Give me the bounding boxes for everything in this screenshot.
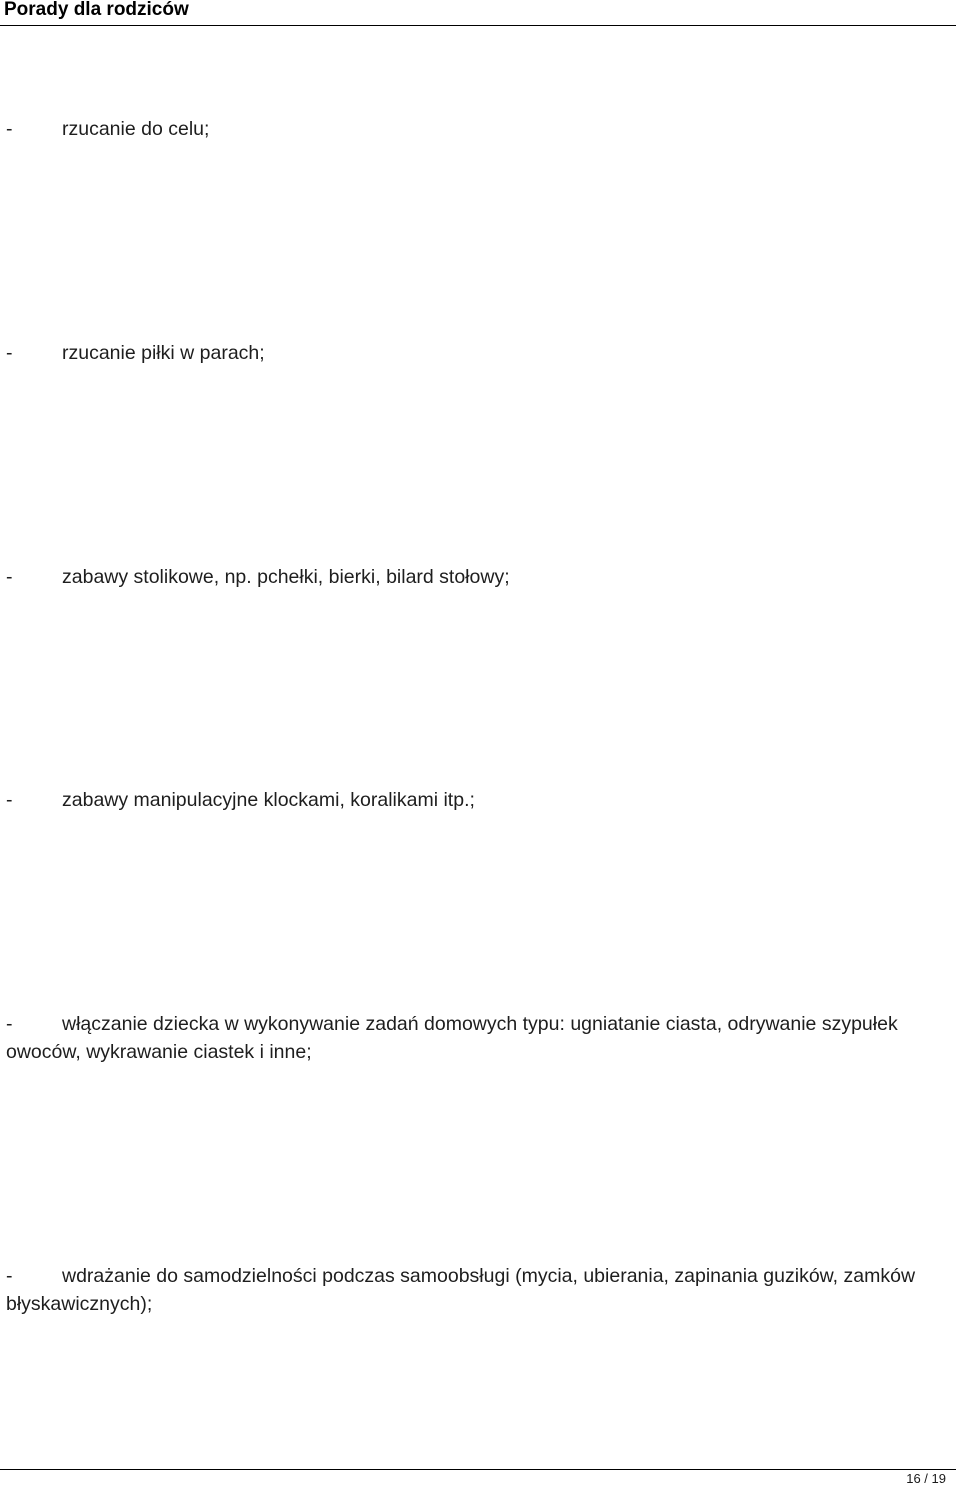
list-bullet: -: [6, 789, 13, 811]
footer-divider: [0, 1469, 956, 1470]
list-item: [6, 339, 954, 367]
list-item-text: rzucanie piłki w parach;: [62, 342, 265, 364]
list-item-text: rzucanie do celu;: [62, 118, 210, 140]
list-bullet: -: [6, 1013, 13, 1035]
list-item-text: włączanie dziecka w wykonywanie zadań domowych typu: ugniatanie ciasta, odrywanie szypułek owoców, wykrawanie ciastek i inne;: [6, 1013, 898, 1063]
list-bullet: -: [6, 1265, 13, 1287]
page-header: [0, 0, 956, 26]
list-bullet: -: [6, 566, 13, 588]
list-item: [6, 786, 954, 814]
list-bullet: -: [6, 118, 13, 140]
page-number: 16 / 19: [906, 1471, 946, 1486]
list-item: [6, 563, 954, 591]
list-bullet: -: [6, 342, 13, 364]
list-item-text: zabawy manipulacyjne klockami, koralikami itp.;: [62, 789, 475, 811]
list-item: [6, 1010, 954, 1066]
list-item: [6, 1262, 954, 1318]
list-item: [6, 115, 954, 143]
list-item-text: zabawy stolikowe, np. pchełki, bierki, bilard stołowy;: [62, 566, 510, 588]
list-item-text: wdrażanie do samodzielności podczas samoobsługi (mycia, ubierania, zapinania guzików, zamków błyskawicznych);: [6, 1265, 916, 1315]
header-title: Porady dla rodziców: [4, 0, 189, 20]
